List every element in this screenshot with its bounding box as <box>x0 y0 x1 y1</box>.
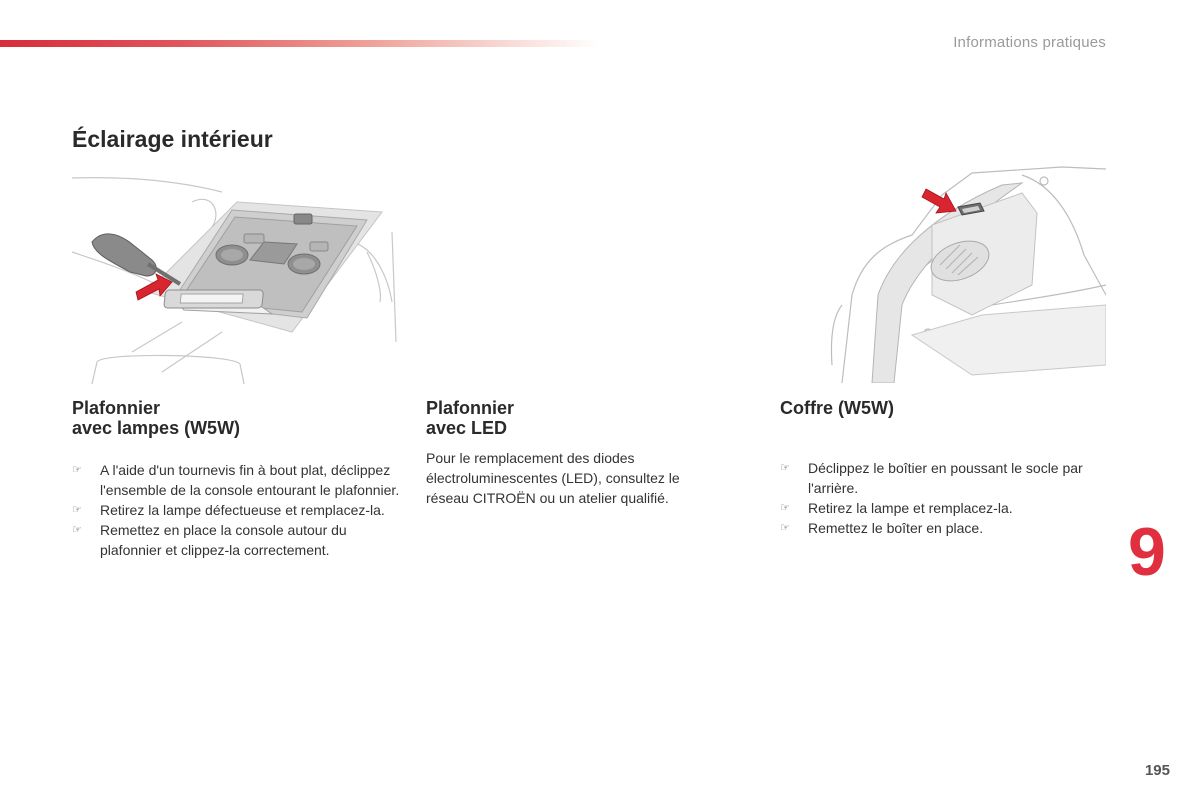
instruction-list <box>780 458 1110 538</box>
column-heading <box>426 398 756 438</box>
list-item-text: Retirez la lampe et remplacez-la. <box>808 500 1013 516</box>
instruction-list <box>72 460 402 560</box>
list-item <box>72 520 400 560</box>
column-heading <box>72 398 402 438</box>
pointing-hand-icon: ☞ <box>72 504 82 516</box>
list-item <box>72 460 400 500</box>
page-number: 195 <box>1144 762 1170 779</box>
pointing-hand-icon: ☞ <box>780 502 790 514</box>
pointing-hand-icon: ☞ <box>72 524 82 536</box>
ceiling-light-illustration <box>72 172 398 384</box>
heading-line-1: Plafonnier <box>426 398 515 418</box>
list-item <box>780 458 1098 498</box>
pointing-hand-icon: ☞ <box>72 464 82 476</box>
list-item <box>780 498 1098 518</box>
section-header: Informations pratiques <box>953 34 1106 51</box>
column-boot-lamp <box>780 398 1110 538</box>
led-text: Pour le remplacement des diodes électroluminescentes (LED), consultez le réseau CITROËN ou un atelier qualifié. <box>426 450 680 506</box>
column-ceiling-light-led <box>426 398 756 508</box>
list-item <box>780 518 1098 538</box>
column-heading <box>780 398 1110 418</box>
heading-line-1: Coffre (W5W) <box>780 398 894 418</box>
column-ceiling-light-bulbs <box>72 398 402 560</box>
list-item-text: Déclippez le boîtier en poussant le socle par l'arrière. <box>808 460 1083 496</box>
chapter-number: 9 <box>1128 514 1166 590</box>
list-item-text: Remettez en place la console autour du plafonnier et clippez-la correctement. <box>100 522 347 558</box>
boot-lamp-illustration <box>822 165 1106 383</box>
list-item-text: Remettez le boîter en place. <box>808 520 984 536</box>
heading-line-1: Plafonnier <box>72 398 161 418</box>
pointing-hand-icon: ☞ <box>780 462 790 474</box>
pointing-hand-icon: ☞ <box>780 522 790 534</box>
heading-line-2: avec LED <box>426 418 508 438</box>
list-item-text: A l'aide d'un tournevis fin à bout plat, déclippez l'ensemble de la console entourant le plafonnier. <box>100 462 400 498</box>
accent-bar <box>0 40 600 47</box>
page-title: Éclairage intérieur <box>72 126 273 152</box>
list-item-text: Retirez la lampe défectueuse et remplacez-la. <box>100 502 385 518</box>
list-item <box>72 500 400 520</box>
heading-line-2: avec lampes (W5W) <box>72 418 241 438</box>
